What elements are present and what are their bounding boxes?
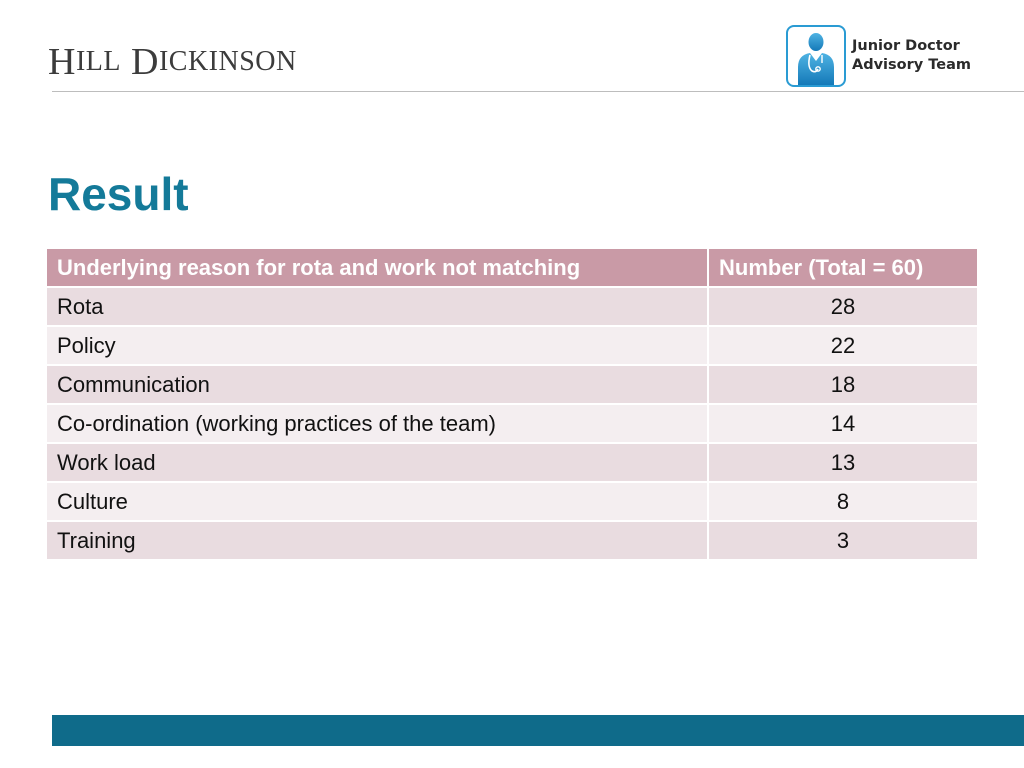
table-row <box>46 365 978 404</box>
cell-number: 18 <box>708 365 978 404</box>
cell-number: 28 <box>708 287 978 326</box>
junior-doctor-advisory-team-logo <box>786 24 971 88</box>
partner-logo-line2: Advisory Team <box>852 57 971 73</box>
logo-letters-ickinson: ICKINSON <box>158 46 297 77</box>
cell-reason: Communication <box>46 365 708 404</box>
cell-reason: Training <box>46 521 708 560</box>
partner-logo-line1: Junior Doctor <box>852 38 960 54</box>
table-row <box>46 287 978 326</box>
table-row <box>46 404 978 443</box>
cell-number: 8 <box>708 482 978 521</box>
hill-dickinson-logo <box>48 40 297 84</box>
cell-reason: Rota <box>46 287 708 326</box>
cell-number: 14 <box>708 404 978 443</box>
logo-letters-ill: ILL <box>75 46 121 77</box>
partner-logo-text <box>852 37 971 75</box>
cell-number: 13 <box>708 443 978 482</box>
cell-number: 3 <box>708 521 978 560</box>
cell-reason: Culture <box>46 482 708 521</box>
table-row <box>46 521 978 560</box>
page-title: Result <box>48 168 189 220</box>
table-header-row <box>46 248 978 287</box>
results-table <box>45 247 979 561</box>
cell-reason: Co-ordination (working practices of the team) <box>46 404 708 443</box>
table-row <box>46 443 978 482</box>
cell-reason: Work load <box>46 443 708 482</box>
table-row <box>46 482 978 521</box>
logo-letter-h: H <box>48 41 76 83</box>
header-divider <box>52 91 1024 92</box>
cell-reason: Policy <box>46 326 708 365</box>
cell-number: 22 <box>708 326 978 365</box>
doctor-silhouette-icon <box>786 25 846 87</box>
table-row <box>46 326 978 365</box>
logo-letter-d: D <box>130 41 159 83</box>
header-number: Number (Total = 60) <box>708 248 978 287</box>
footer-bar <box>52 715 1024 746</box>
header-reason: Underlying reason for rota and work not matching <box>46 248 708 287</box>
